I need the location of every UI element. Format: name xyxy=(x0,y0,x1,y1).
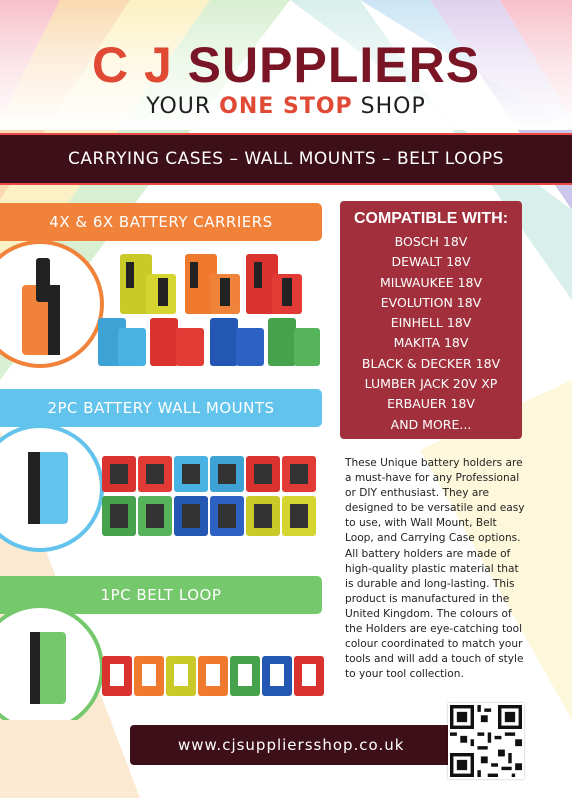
brand-name: C J SUPPLIERS xyxy=(91,37,481,93)
belt-loop-products-image xyxy=(102,656,324,696)
compatible-item: ERBAUER 18V xyxy=(387,396,475,412)
qr-code-icon xyxy=(448,703,524,779)
compatible-item: EVOLUTION 18V xyxy=(380,294,482,310)
compatible-item: BOSCH 18V xyxy=(394,234,468,249)
compatible-brands-box xyxy=(340,201,522,439)
compatible-item: BLACK & DECKER 18V xyxy=(361,355,501,371)
compatible-item: DEWALT 18V xyxy=(391,254,471,270)
brand-tagline: YOUR ONE STOP SHOP xyxy=(146,94,426,119)
wall-mount-products-image xyxy=(102,456,316,536)
compatible-item: MILWAUKEE 18V xyxy=(379,274,483,290)
compatible-item: MAKITA 18V xyxy=(393,335,469,351)
compatible-item: LUMBER JACK 20V XP xyxy=(364,376,498,392)
product-description: These Unique battery holders are a must-have for any Professional or DIY enthusiast. They are designed to be versatile and easy to use, with Wall Mount, Belt Loop, and Carrying Case options. All battery holders are made of high-quality plastic material that is durable and long-lasting. This product is manufactured in the United Kingdom. The colours of the Holders are eye-catching tool colour coordinated to match your tools and will add a touch of style to your tool collection. xyxy=(345,457,525,681)
compatible-item: AND MORE... xyxy=(390,416,472,432)
compatible-title: COMPATIBLE WITH: xyxy=(353,210,509,227)
section-belt-loop-title: 1PC BELT LOOP xyxy=(0,576,322,614)
product-banner: CARRYING CASES – WALL MOUNTS – BELT LOOPS xyxy=(0,133,572,185)
section-wall-mounts-title: 2PC BATTERY WALL MOUNTS xyxy=(0,389,322,427)
carrier-products-image xyxy=(98,254,320,366)
compatible-item: EINHELL 18V xyxy=(390,315,472,331)
website-link[interactable]: www.cjsuppliersshop.co.uk xyxy=(130,725,522,765)
section-carriers-title: 4X & 6X BATTERY CARRIERS xyxy=(0,203,322,241)
